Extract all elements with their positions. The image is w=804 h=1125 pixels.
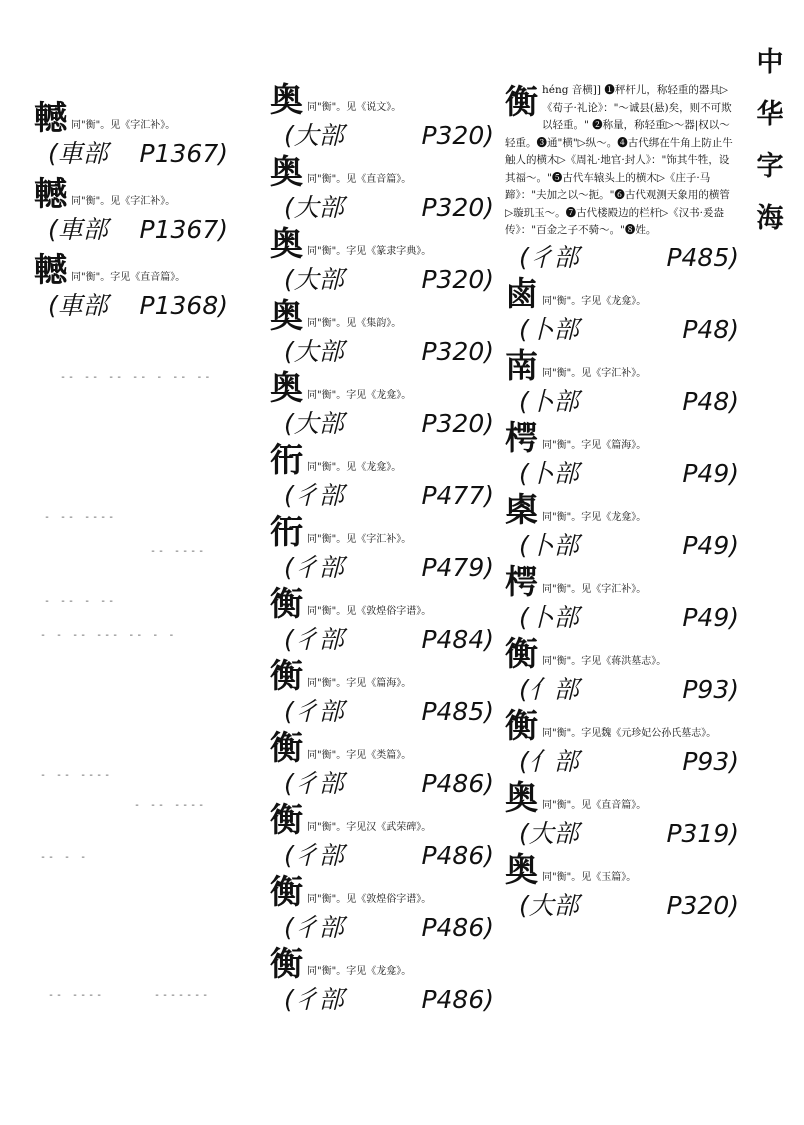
headword: 衎 xyxy=(270,512,303,551)
page-note: P479) xyxy=(421,553,494,582)
headword: 奥 xyxy=(270,224,303,263)
title-char: 华 xyxy=(756,99,784,130)
entry-gloss: 同"衡"。字见魏《元珍妃公孙氏墓志》。 xyxy=(542,727,717,739)
column-right xyxy=(505,82,745,924)
headword: 衡 xyxy=(270,872,303,911)
print-remnant: -- ---- xyxy=(48,990,105,1001)
title-char: 中 xyxy=(756,47,784,78)
dictionary-entry-main xyxy=(505,82,745,276)
radical-note: (車部 xyxy=(48,291,108,320)
dictionary-entry xyxy=(270,154,500,226)
dictionary-entry xyxy=(505,633,745,708)
dictionary-entry xyxy=(505,273,745,348)
headword: 轗 xyxy=(34,98,67,137)
print-remnant: ------- xyxy=(154,990,211,1001)
headword: 衡 xyxy=(270,728,303,767)
radical-note: (大部 xyxy=(284,409,344,438)
radical-note: (大部 xyxy=(519,818,579,848)
dictionary-entry xyxy=(270,658,500,730)
entry-gloss: 同"衡"。见《说文》。 xyxy=(307,102,402,113)
page-note: P486) xyxy=(421,913,494,942)
radical-note: (彳部 xyxy=(284,553,344,582)
title-char: 海 xyxy=(756,203,784,234)
print-remnant: - -- ---- xyxy=(134,800,207,811)
radical-note: (彳部 xyxy=(284,769,344,798)
dictionary-entry xyxy=(34,176,234,248)
entry-gloss: 同"衡"。字见《龙龛》。 xyxy=(307,390,412,401)
entry-gloss: 同"衡"。见《字汇补》。 xyxy=(71,196,176,207)
entry-gloss: 同"衡"。字见《篇海》。 xyxy=(307,678,412,689)
page-note: P1367) xyxy=(139,215,228,244)
headword: 衎 xyxy=(270,440,303,479)
headword: 轗 xyxy=(34,174,67,213)
entry-gloss: 同"衡"。见《字汇补》。 xyxy=(542,583,647,595)
entry-gloss: 同"衡"。见《龙龛》。 xyxy=(307,462,402,473)
headword: 轗 xyxy=(34,250,67,289)
dictionary-entry xyxy=(270,586,500,658)
headword: 鹵 xyxy=(505,273,538,313)
dictionary-entry xyxy=(505,705,745,780)
radical-note: (大部 xyxy=(519,890,579,920)
headword: 奥 xyxy=(270,152,303,191)
headword: 衡 xyxy=(505,82,538,121)
radical-note: (卜部 xyxy=(519,386,579,416)
print-remnant: - - -- --- -- - - xyxy=(40,630,177,641)
page-note: P477) xyxy=(421,481,494,510)
headword: 南 xyxy=(505,345,538,385)
dictionary-entry xyxy=(505,417,745,492)
page-note: P486) xyxy=(421,841,494,870)
dictionary-entry xyxy=(505,849,745,924)
page-note: P48) xyxy=(682,386,739,416)
print-remnant: - -- ---- xyxy=(44,512,117,523)
dictionary-entry xyxy=(270,82,500,154)
headword: 衡 xyxy=(270,656,303,695)
page-note: P320) xyxy=(421,265,494,294)
radical-note: (亻部 xyxy=(519,746,579,776)
entry-gloss: 同"衡"。字见汉《武荣碑》。 xyxy=(307,822,432,833)
radical-note: (車部 xyxy=(48,139,108,168)
page-note: P49) xyxy=(682,602,739,632)
column-middle xyxy=(270,82,500,1018)
entry-gloss: 同"衡"。见《直音篇》。 xyxy=(542,799,647,811)
page-note: P1368) xyxy=(139,291,228,320)
entry-gloss: 同"衡"。字见《篆隶字典》。 xyxy=(307,246,432,257)
dictionary-entry xyxy=(270,442,500,514)
dictionary-entry xyxy=(270,946,500,1018)
page-note: P486) xyxy=(421,985,494,1014)
entry-gloss: 同"衡"。见《字汇补》。 xyxy=(542,367,647,379)
page-note: P1367) xyxy=(139,139,228,168)
entry-gloss: 同"衡"。字见《篇海》。 xyxy=(542,439,647,451)
print-remnant: -- -- -- -- - -- -- xyxy=(60,372,213,383)
definition-text: héng 音横]] ❶秤杆儿，称轻重的器具▷《荀子·礼论》："～诚县(悬)矣，则不可欺以轻重。" ❷称量，称轻重▷～器|权以～轻重。❸通"横"▷纵～。❹古代绑在牛角上防止牛触人的横木▷《周礼·地官·封人》："饰其牛牲，设其福～。"❺古代车辕头上的横木▷《庄子·马蹄》："夫加之以～扼。"❻古代观测天象用的横管▷璇玑玉～。❼古代楼殿边的栏杆▷《汉书·爰盎传》："百金之子不骑～。"❽姓。 xyxy=(505,84,733,236)
dictionary-entry xyxy=(34,100,234,172)
print-remnant: - -- - -- xyxy=(44,596,117,607)
dictionary-entry xyxy=(34,252,234,324)
headword: 奥 xyxy=(505,777,538,817)
page-note: P485) xyxy=(666,242,739,272)
dictionary-entry xyxy=(505,777,745,852)
radical-note: (卜部 xyxy=(519,602,579,632)
dictionary-entry xyxy=(270,730,500,802)
page-note: P485) xyxy=(421,697,494,726)
vertical-title xyxy=(750,48,790,234)
headword: 衡 xyxy=(270,944,303,983)
page-note: P484) xyxy=(421,625,494,654)
radical-note: (大部 xyxy=(284,265,344,294)
entry-gloss: 同"衡"。字见《龙龛》。 xyxy=(307,966,412,977)
radical-note: (大部 xyxy=(284,337,344,366)
print-remnant: - -- ---- xyxy=(40,770,113,781)
page-note: P320) xyxy=(421,409,494,438)
entry-gloss: 同"衡"。字见《类篇》。 xyxy=(307,750,412,761)
radical-note: (卜部 xyxy=(519,458,579,488)
print-remnant: -- - - xyxy=(40,852,89,863)
dictionary-entry xyxy=(270,298,500,370)
page-note: P93) xyxy=(682,674,739,704)
dictionary-entry xyxy=(270,514,500,586)
entry-gloss: 同"衡"。见《字汇补》。 xyxy=(71,120,176,131)
radical-note: (彳部 xyxy=(284,481,344,510)
dictionary-entry xyxy=(505,345,745,420)
radical-note: (卜部 xyxy=(519,314,579,344)
radical-note: (大部 xyxy=(284,121,344,150)
radical-note: (彳部 xyxy=(284,841,344,870)
dictionary-entry xyxy=(505,561,745,636)
radical-note: (彳部 xyxy=(284,913,344,942)
entry-gloss: 同"衡"。字见《直音篇》。 xyxy=(71,272,186,283)
radical-note: (彳部 xyxy=(519,242,579,272)
entry-gloss: 同"衡"。见《字汇补》。 xyxy=(307,534,412,545)
headword: 奥 xyxy=(270,368,303,407)
headword: 衡 xyxy=(505,633,538,673)
entry-gloss: 同"衡"。见《直音篇》。 xyxy=(307,174,412,185)
dictionary-entry xyxy=(270,226,500,298)
entry-gloss: 同"衡"。字见《蒋洪墓志》。 xyxy=(542,655,667,667)
page-note: P320) xyxy=(421,337,494,366)
page-note: P320) xyxy=(421,121,494,150)
entry-gloss: 同"衡"。见《集韵》。 xyxy=(307,318,402,329)
entry-gloss: 同"衡"。字见《龙龛》。 xyxy=(542,295,647,307)
entry-gloss: 同"衡"。见《玉篇》。 xyxy=(542,871,637,883)
dictionary-entry xyxy=(270,802,500,874)
headword: 㮙 xyxy=(505,561,538,601)
radical-note: (彳部 xyxy=(284,625,344,654)
entry-gloss: 同"衡"。见《敦煌俗字谱》。 xyxy=(307,894,432,905)
dictionary-entry xyxy=(270,874,500,946)
entry-gloss: 同"衡"。见《敦煌俗字谱》。 xyxy=(307,606,432,617)
radical-note: (車部 xyxy=(48,215,108,244)
dictionary-entry xyxy=(270,370,500,442)
page-note: P49) xyxy=(682,458,739,488)
page-note: P319) xyxy=(666,818,739,848)
page-note: P93) xyxy=(682,746,739,776)
page-note: P49) xyxy=(682,530,739,560)
column-left xyxy=(34,100,234,324)
radical-note: (卜部 xyxy=(519,530,579,560)
headword: 㮚 xyxy=(505,489,538,529)
radical-note: (大部 xyxy=(284,193,344,222)
headword: 㮙 xyxy=(505,417,538,457)
headword: 衡 xyxy=(505,705,538,745)
headword: 奥 xyxy=(270,296,303,335)
page-note: P486) xyxy=(421,769,494,798)
headword: 奥 xyxy=(270,80,303,119)
print-remnant: -- ---- xyxy=(150,546,207,557)
title-char: 字 xyxy=(756,151,784,182)
radical-note: (彳部 xyxy=(284,985,344,1014)
entry-gloss: 同"衡"。字见《龙龛》。 xyxy=(542,511,647,523)
headword: 衡 xyxy=(270,800,303,839)
radical-note: (彳部 xyxy=(284,697,344,726)
page-note: P48) xyxy=(682,314,739,344)
page-note: P320) xyxy=(421,193,494,222)
dictionary-entry xyxy=(505,489,745,564)
headword: 衡 xyxy=(270,584,303,623)
headword: 奥 xyxy=(505,849,538,889)
radical-note: (亻部 xyxy=(519,674,579,704)
page-note: P320) xyxy=(666,890,739,920)
